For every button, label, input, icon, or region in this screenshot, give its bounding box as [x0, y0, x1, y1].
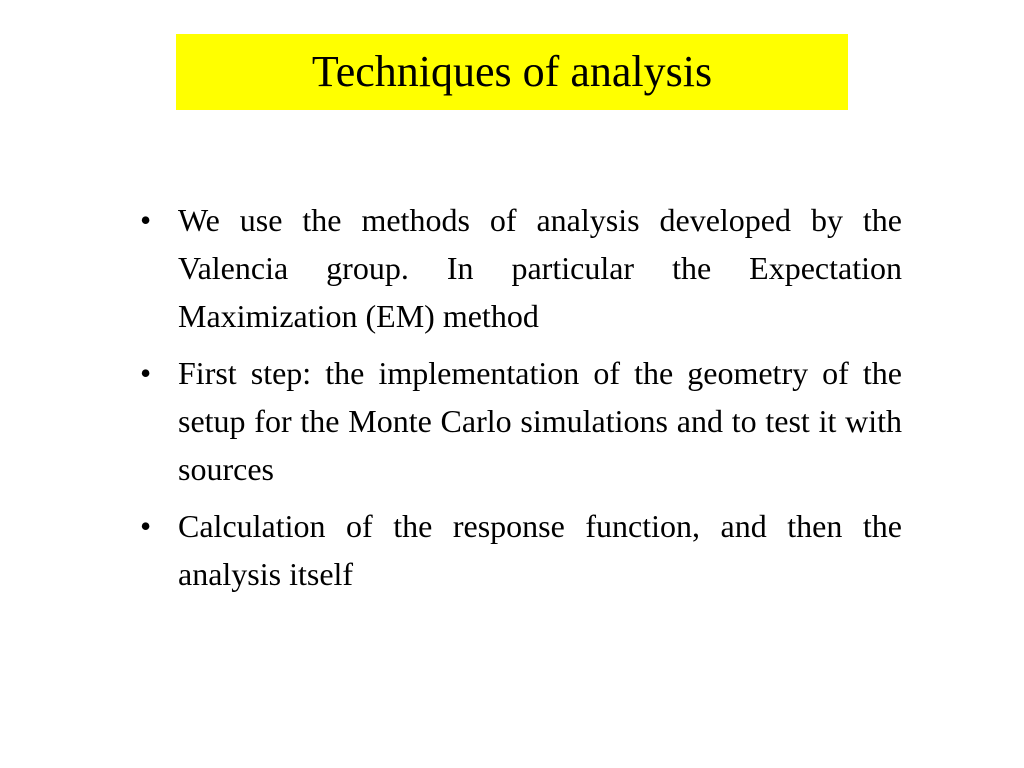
bullet-marker: • [140, 202, 152, 238]
bullet-marker: • [140, 355, 152, 391]
bullet-item-1 [140, 196, 902, 340]
slide-title: Techniques of analysis [311, 47, 713, 96]
bullet-text: We use the methods of analysis developed by the Valencia group. In particular the Expectation Maximization (EM) method [178, 202, 902, 334]
bullet-item-3 [140, 502, 902, 598]
title-banner [176, 34, 848, 110]
bullet-list [140, 196, 902, 607]
bullet-item-2 [140, 349, 902, 493]
bullet-marker: • [140, 508, 152, 544]
bullet-text: Calculation of the response function, and then the analysis itself [178, 508, 902, 592]
bullet-text: First step: the implementation of the geometry of the setup for the Monte Carlo simulations and to test it with sources [178, 355, 902, 487]
